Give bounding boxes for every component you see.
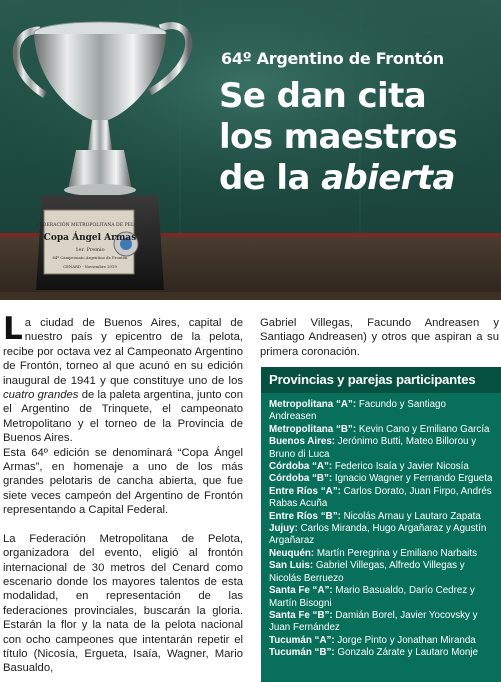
participant-entry	[269, 585, 495, 610]
participant-entry	[269, 473, 495, 485]
participants-box-title: Provincias y parejas participantes	[261, 367, 501, 393]
participant-entry	[269, 647, 495, 659]
team-name: Metropolitana “A”:	[269, 399, 357, 410]
article-column-left	[3, 311, 243, 676]
plaque-line-2: Copa Ángel Armas	[43, 233, 137, 243]
participant-entry	[269, 523, 495, 548]
headline-line-3-prefix: de la	[219, 158, 322, 198]
participants-box	[261, 367, 501, 682]
paragraph-gap	[3, 518, 243, 532]
team-players: Facundo y Santiago Andreasen	[269, 399, 446, 423]
team-name: Santa Fe “B”:	[269, 609, 333, 621]
headline-line-2: los maestros	[219, 117, 458, 157]
plaque-line-5: CENARD - Noviembre 2019	[63, 264, 117, 269]
paragraph-1-emphasis: cuatro grandes	[3, 389, 79, 402]
plaque-line-4: 64º Campeonato Argentino de Frontón	[52, 255, 128, 260]
article-paragraph-1	[3, 311, 243, 446]
headline	[219, 76, 457, 199]
team-players: Carlos Dorato, Juan Firpo, Andrés Rabas Acuña	[269, 485, 492, 510]
participant-entry	[269, 560, 495, 585]
participant-entry	[269, 511, 495, 523]
paragraph-1-text-a: a ciudad de Buenos Aires, capital de nuestro país y epicentro de la pelota, recibe por octava vez al Campeonato Argentino de Frontón, torneo al que acunó en su edición inaugural de 1941 y que constituye uno de los	[3, 317, 243, 387]
team-players: Martín Peregrina y Emiliano Narbaits	[314, 547, 477, 559]
participant-entry	[269, 635, 495, 647]
team-players: Gonzalo Zárate y Lautaro Monje	[334, 647, 478, 659]
team-name: Santa Fe “A”:	[269, 585, 333, 597]
participant-entry	[269, 424, 495, 436]
headline-emphasis: abierta	[321, 158, 455, 198]
team-players: Federico Isaía y Javier Nicosía	[332, 461, 469, 473]
team-players: Ignacio Wagner y Fernando Ergueta	[332, 473, 493, 485]
article-column-right	[260, 316, 499, 359]
event-subtitle: 64º Argentino de Frontón	[221, 49, 444, 68]
team-name: Metropolitana “B”:	[269, 423, 357, 435]
team-name: Tucumán “A”:	[269, 634, 335, 646]
team-name: Entre Ríos “A”:	[269, 485, 341, 497]
participant-entry	[269, 399, 495, 424]
team-name: Tucumán “B”:	[269, 647, 335, 659]
headline-line-1: Se dan cita	[219, 76, 427, 116]
team-name: Córdoba “A”:	[269, 461, 333, 473]
participant-entry	[269, 486, 495, 511]
team-name: Buenos Aires:	[269, 436, 336, 448]
participant-entry	[269, 461, 495, 473]
article-paragraph-3-continued: Gabriel Villegas, Facundo Andreasen y Santiago Andreasen) y otros que aspiran a su primera coronación.	[260, 317, 499, 358]
article-paragraph-3: La Federación Metropolitana de Pelota, organizadora del evento, eligió al frontón internacional de 30 metros del Cenard como escenario donde los mayores talentos de esta modalidad, en representación de las federaciones provinciales, buscarán la gloria. Estarán la flor y la nata de la pelota nacional con ocho campeones que intentarán repetir el título (Nicosía, Ergueta, Isaía, Wagner, Mario Basualdo,	[3, 532, 243, 675]
team-players: Jerónimo Butti, Mateo Billorou y Bruno di Luca	[269, 436, 477, 460]
plaque-line-1: FEDERACIÓN METROPOLITANA DE PELOTA	[36, 223, 144, 228]
dropcap: L	[3, 311, 23, 347]
team-name: San Luis:	[269, 560, 314, 572]
team-name: Jujuy:	[269, 523, 298, 535]
paragraph-1-text-b: de la paleta argentina, junto con el Argentino de Trinquete, el campeonato Metropolitano y el torneo de la Provincia de Buenos Aires.	[3, 389, 243, 445]
article-paragraph-2: Esta 64º edición se denominará “Copa Ángel Armas”, en homenaje a uno de los más grandes pelotaris de cancha abierta, que fue siete veces campeón del Argentino de Frontón representando a Capital Federal.	[3, 446, 243, 517]
team-name: Neuquén:	[269, 547, 315, 559]
team-players: Nicolás Arnau y Lautaro Zapata	[340, 510, 481, 522]
team-players: Damián Borel, Javier Yocovsky y Juan Fernández	[269, 609, 478, 634]
team-players: Carlos Miranda, Hugo Argañaraz y Agustín Argañaraz	[269, 523, 487, 547]
team-players: Mario Basualdo, Darío Cedrez y Martín Bisogni	[269, 585, 475, 609]
hero-banner	[0, 0, 501, 300]
team-name: Córdoba “B”:	[269, 473, 333, 485]
team-players: Gabriel Villegas, Alfredo Villegas y Nicolás Berruezo	[269, 560, 465, 584]
participant-entry	[269, 436, 495, 461]
team-name: Entre Ríos “B”:	[269, 510, 341, 522]
team-players: Jorge Pinto y Jonathan Miranda	[334, 634, 476, 646]
headline-line-3	[219, 158, 457, 199]
participants-list	[269, 399, 495, 660]
participant-entry	[269, 548, 495, 560]
participant-entry	[269, 610, 495, 635]
team-players: Kevin Cano y Emiliano García	[356, 423, 490, 435]
plaque-line-3: 1er. Premio	[75, 247, 105, 253]
